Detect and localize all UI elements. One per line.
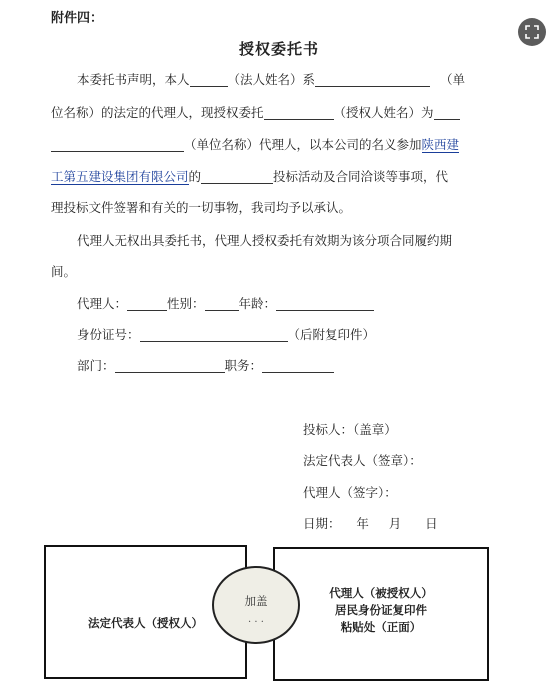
company-link[interactable]: 陕西建 — [421, 137, 460, 152]
seal-label: 加盖 — [244, 594, 268, 608]
paragraph-line: 间。 — [51, 264, 77, 279]
agent-box-line: 粘贴处（正面） — [340, 620, 422, 634]
agent-sign-label: 代理人（签字）： — [303, 485, 397, 500]
attachment-heading: 附件四： — [51, 11, 104, 26]
seal-dots: · · · — [248, 617, 264, 628]
company-link[interactable]: 工第五建设集团有限公司 — [51, 169, 189, 184]
agent-box-line: 代理人（被授权人） — [329, 586, 433, 600]
paragraph-line: 代理人无权出具委托书，代理人授权委托有效期为该分项合同履约期 — [77, 233, 453, 248]
seal-stamp — [212, 566, 300, 644]
date-label: 日期： 年 月 日 — [303, 516, 438, 531]
bidder-seal-label: 投标人：（盖章） — [303, 422, 397, 437]
paragraph-line: 位名称）的法定的代理人，现授权委托 （授权人姓名）为 — [51, 103, 460, 121]
agent-id-box — [273, 547, 489, 681]
paragraph-line: 本委托书声明，本人 （法人姓名）系 （单 — [77, 72, 466, 87]
paragraph-line: 理投标文件签署和有关的一切事物，我司均予以承认。 — [51, 200, 352, 215]
legal-rep-box-label: 法定代表人（授权人） — [88, 616, 203, 630]
page-title: 授权委托书 — [238, 40, 319, 58]
legal-rep-sign-label: 法定代表人（签章）： — [303, 453, 422, 468]
agent-box-line: 居民身份证复印件 — [335, 603, 427, 617]
id-number-row: 身份证号： （后附复印件） — [77, 327, 376, 342]
agent-info-row: 代理人： 性别： 年龄： — [77, 294, 374, 312]
department-row: 部门： 职务： — [77, 356, 334, 374]
paragraph-line: 工第五建设集团有限公司的 投标活动及合同洽谈等事项，代 — [51, 169, 449, 184]
paragraph-line: （单位名称）代理人，以本公司的名义参加陕西建 — [51, 135, 459, 153]
